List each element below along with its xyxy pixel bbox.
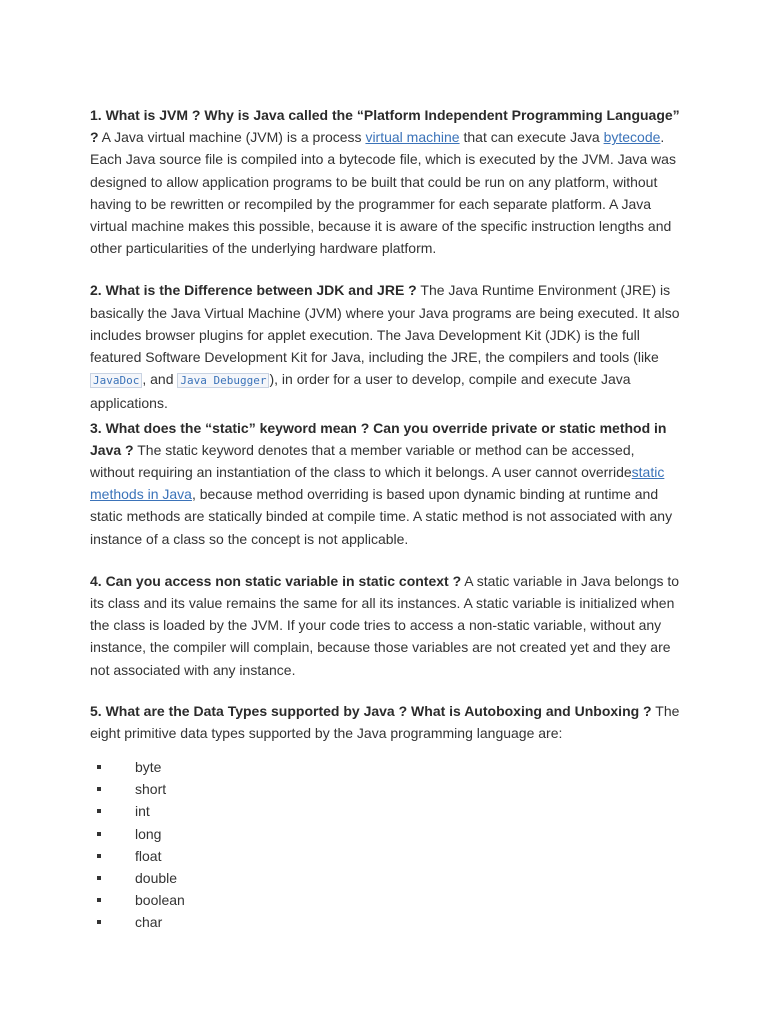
bullet-icon: [97, 809, 101, 813]
java-debugger-link[interactable]: Java Debugger: [177, 373, 269, 388]
bullet-icon: [97, 920, 101, 924]
data-type-label: float: [135, 847, 162, 864]
question-3-text: The static keyword denotes that a member variable or method can be accessed, without requiring an instantiation of the class to which it belongs. A user cannot override: [90, 441, 635, 481]
question-1-text: . Each Java source file is compiled into a bytecode file, which is executed by the JVM. Java was designed to allow application programs to be built that could be run on any platform, without having to be rewritten or recompiled by the programmer for each separate platform. A Java virtual machine makes this possible, because it is aware of the specific instruction lengths and other particularities of the underlying hardware platform.: [90, 129, 676, 257]
question-1-title: 1. What is JVM ? Why is Java called the “Platform Independent Programming Language” ?: [90, 107, 680, 146]
question-2-text: ), in order for a user to develop, compile and execute Java applications.: [90, 371, 631, 412]
question-2: [90, 279, 680, 414]
data-type-label: boolean: [135, 891, 185, 908]
question-2-title: 2. What is the Difference between JDK and JRE ?: [90, 282, 417, 299]
list-item: [90, 756, 678, 778]
virtual-machine-link[interactable]: virtual machine: [365, 129, 460, 146]
list-item: [90, 911, 678, 933]
question-5-text: The eight primitive data types supported by the Java programming language are:: [90, 702, 680, 742]
bullet-icon: [97, 765, 101, 769]
question-5-title: 5. What are the Data Types supported by Java ? What is Autoboxing and Unboxing ?: [90, 702, 652, 719]
question-5: [90, 700, 680, 744]
list-item: [90, 778, 678, 800]
bytecode-link[interactable]: bytecode: [603, 129, 661, 146]
bullet-icon: [97, 898, 101, 902]
bullet-icon: [97, 832, 101, 836]
static-methods-link[interactable]: static methods in Java: [90, 464, 665, 503]
list-item: [90, 889, 678, 911]
bullet-icon: [97, 854, 101, 858]
list-item: [90, 800, 678, 822]
question-4-title: 4. Can you access non static variable in static context ?: [90, 572, 462, 589]
question-4-text: A static variable in Java belongs to its class and its value remains the same for all its instances. A static variable is initialized when the class is loaded by the JVM. If your code tries to access a non-static variable, without any instance, the compiler will complain, because those variables are not created yet and they are not associated with any instance.: [90, 572, 680, 678]
list-item: [90, 823, 678, 845]
question-1-text: A Java virtual machine (JVM) is a process: [98, 129, 366, 146]
data-type-label: char: [135, 913, 163, 930]
data-type-label: long: [135, 825, 162, 842]
bullet-icon: [97, 876, 101, 880]
data-type-label: double: [135, 869, 178, 886]
question-4: [90, 570, 680, 681]
bullet-icon: [97, 787, 101, 791]
question-1-text: that can execute Java: [459, 129, 604, 146]
data-type-label: short: [135, 781, 167, 798]
list-item: [90, 867, 678, 889]
question-3: [90, 417, 680, 550]
data-types-list: [90, 756, 678, 933]
javadoc-link[interactable]: JavaDoc: [90, 373, 142, 388]
data-type-label: byte: [135, 759, 162, 776]
data-type-label: int: [135, 803, 150, 820]
list-item: [90, 845, 678, 867]
question-3-text: , because method overriding is based upon dynamic binding at runtime and static methods are statically binded at compile time. A static method is not associated with any instance of a class so the concept is not applicable.: [90, 486, 673, 547]
question-3-title: 3. What does the “static” keyword mean ? Can you override private or static method in Java ?: [90, 419, 667, 458]
question-2-text: The Java Runtime Environment (JRE) is basically the Java Virtual Machine (JVM) where your Java programs are being executed. It also includes browser plugins for applet execution. The Java Development Kit (JDK) is the full featured Software Development Kit for Java, including the JRE, the compilers and tools (like: [90, 282, 680, 366]
question-2-text: , and: [142, 371, 178, 388]
question-1: [90, 104, 680, 259]
